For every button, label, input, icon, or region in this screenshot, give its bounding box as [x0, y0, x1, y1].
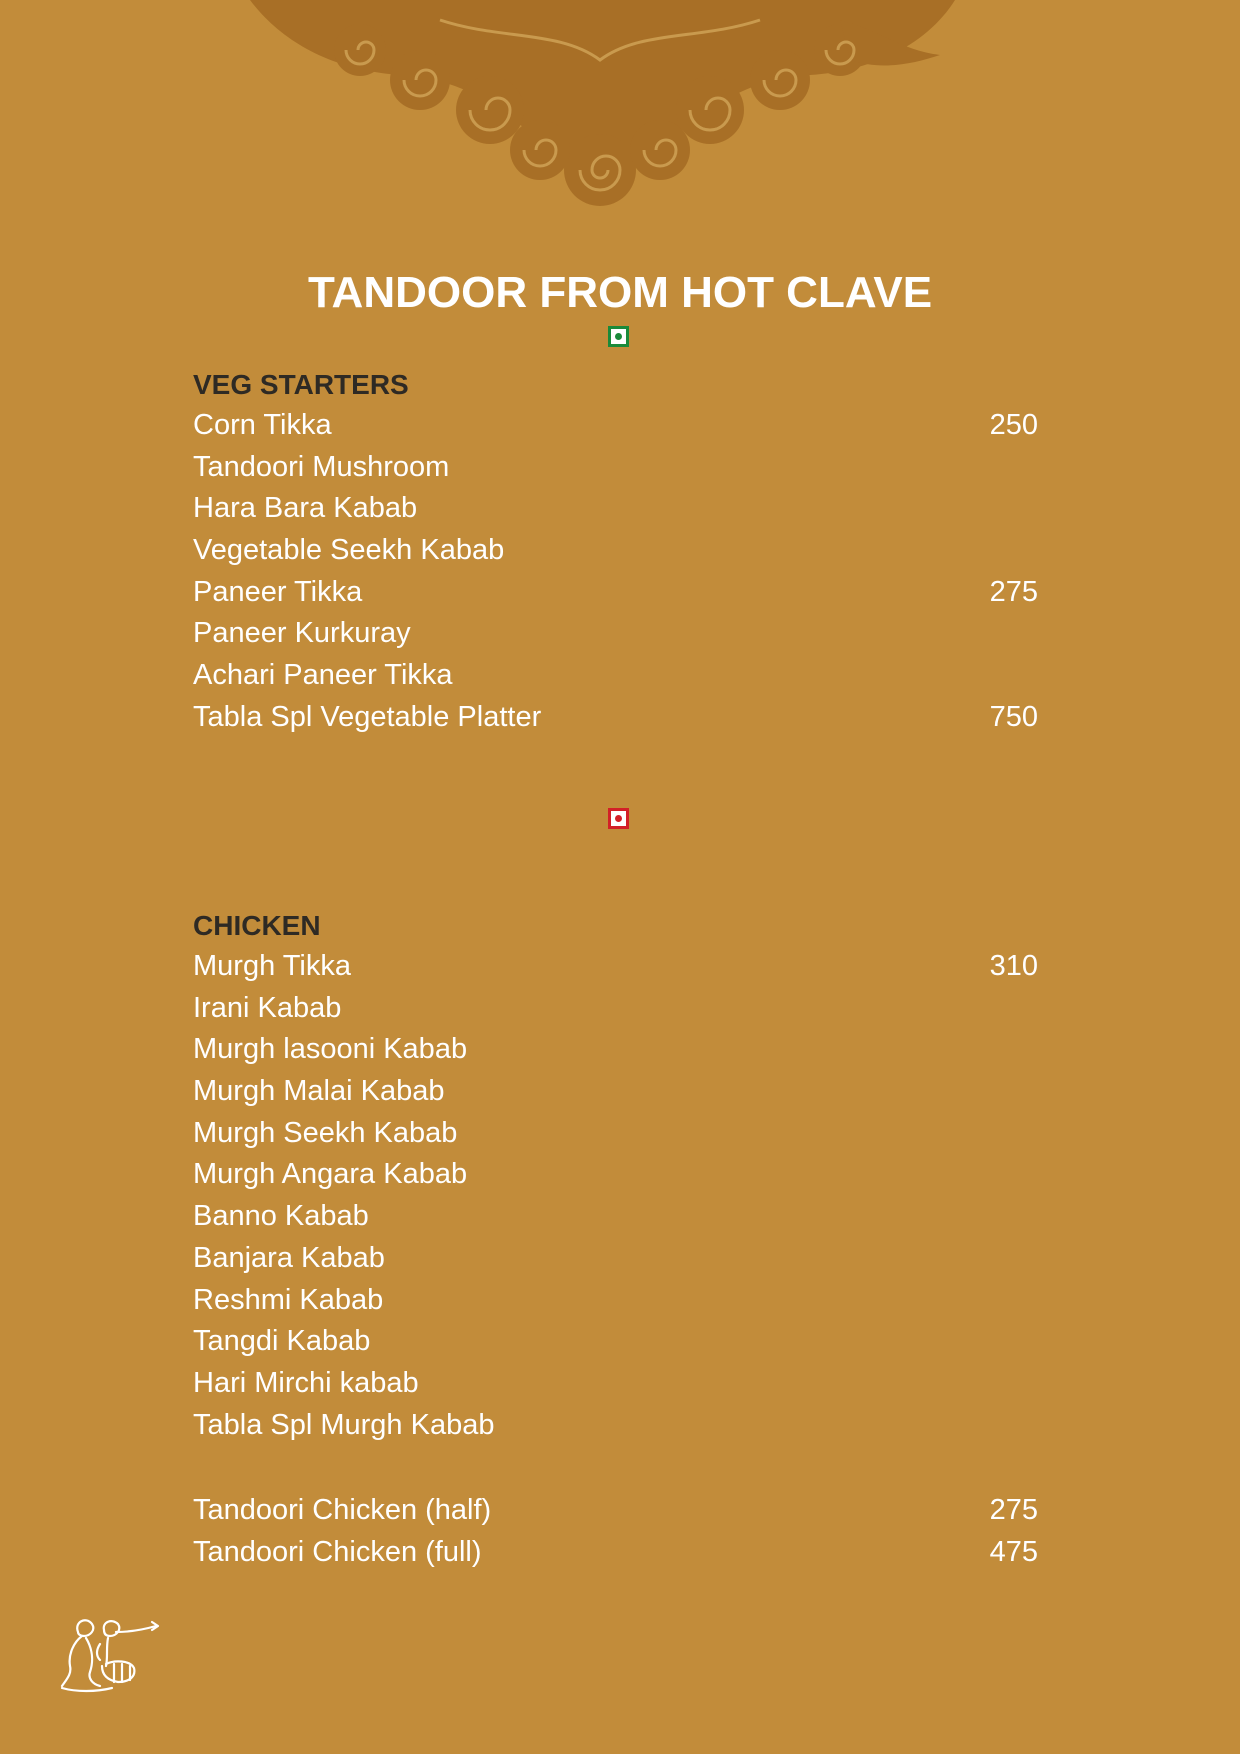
item-price: 275 [989, 575, 1038, 608]
nonveg-mark-icon [608, 808, 629, 829]
menu-item [193, 988, 1038, 1030]
menu-item [193, 1363, 1038, 1405]
item-name: Hara Bara Kabab [193, 492, 418, 525]
item-name: Murgh lasooni Kabab [193, 1033, 468, 1066]
item-name: Tabla Spl Vegetable Platter [193, 700, 542, 733]
menu-item [193, 655, 1038, 697]
item-name: Tangdi Kabab [193, 1325, 371, 1358]
chicken-item-list [193, 946, 1038, 1574]
swirl-ornament-icon [240, 0, 960, 215]
section-heading: VEG STARTERS [193, 369, 409, 400]
section-heading: CHICKEN [193, 910, 321, 941]
item-name: Hari Mirchi kabab [193, 1366, 419, 1399]
item-price: 250 [989, 409, 1038, 441]
menu-item [193, 1405, 1038, 1447]
musicians-logo-icon [56, 1614, 160, 1698]
menu-item [193, 530, 1038, 572]
item-name: Banjara Kabab [193, 1241, 385, 1274]
item-name: Murgh Angara Kabab [193, 1158, 468, 1191]
item-price: 275 [989, 1494, 1038, 1527]
menu-item [193, 613, 1038, 655]
menu-title: TANDOOR FROM HOT CLAVE [307, 268, 933, 317]
menu-item [193, 1321, 1038, 1363]
item-name: Murgh Tikka [193, 950, 351, 982]
menu-item [193, 405, 1038, 447]
item-name: Irani Kabab [193, 991, 342, 1024]
item-price: 750 [989, 700, 1038, 733]
veg-item-list [193, 405, 1038, 739]
chicken-section [193, 906, 1038, 1574]
menu-item [193, 1238, 1038, 1280]
item-name: Vegetable Seekh Kabab [193, 534, 505, 567]
item-name: Corn Tikka [193, 409, 332, 441]
item-price: 310 [989, 950, 1038, 982]
menu-item [193, 447, 1038, 489]
menu-item [193, 1154, 1038, 1196]
menu-item [193, 697, 1038, 739]
menu-item [193, 1071, 1038, 1113]
item-name: Murgh Seekh Kabab [193, 1116, 458, 1149]
veg-mark-icon [608, 326, 629, 347]
menu-item [193, 1196, 1038, 1238]
item-name: Achari Paneer Tikka [193, 659, 453, 692]
item-name: Reshmi Kabab [193, 1283, 384, 1316]
item-price: 475 [989, 1535, 1038, 1568]
menu-item [193, 1113, 1038, 1155]
item-name: Tandoori Chicken (half) [193, 1494, 492, 1527]
veg-starters-section [193, 365, 1038, 739]
menu-item [193, 488, 1038, 530]
item-name: Murgh Malai Kabab [193, 1075, 445, 1108]
item-name: Paneer Kurkuray [193, 617, 411, 650]
menu-item [193, 946, 1038, 988]
item-name: Tandoori Chicken (full) [193, 1535, 482, 1568]
menu-item [193, 1280, 1038, 1322]
menu-item [193, 1532, 1038, 1574]
item-name: Tandoori Mushroom [193, 450, 450, 483]
item-name: Banno Kabab [193, 1200, 369, 1233]
menu-item [193, 1029, 1038, 1071]
spacer [193, 1446, 1038, 1490]
menu-item [193, 1490, 1038, 1532]
item-name: Paneer Tikka [193, 575, 363, 608]
menu-item [193, 572, 1038, 614]
item-name: Tabla Spl Murgh Kabab [193, 1408, 495, 1441]
